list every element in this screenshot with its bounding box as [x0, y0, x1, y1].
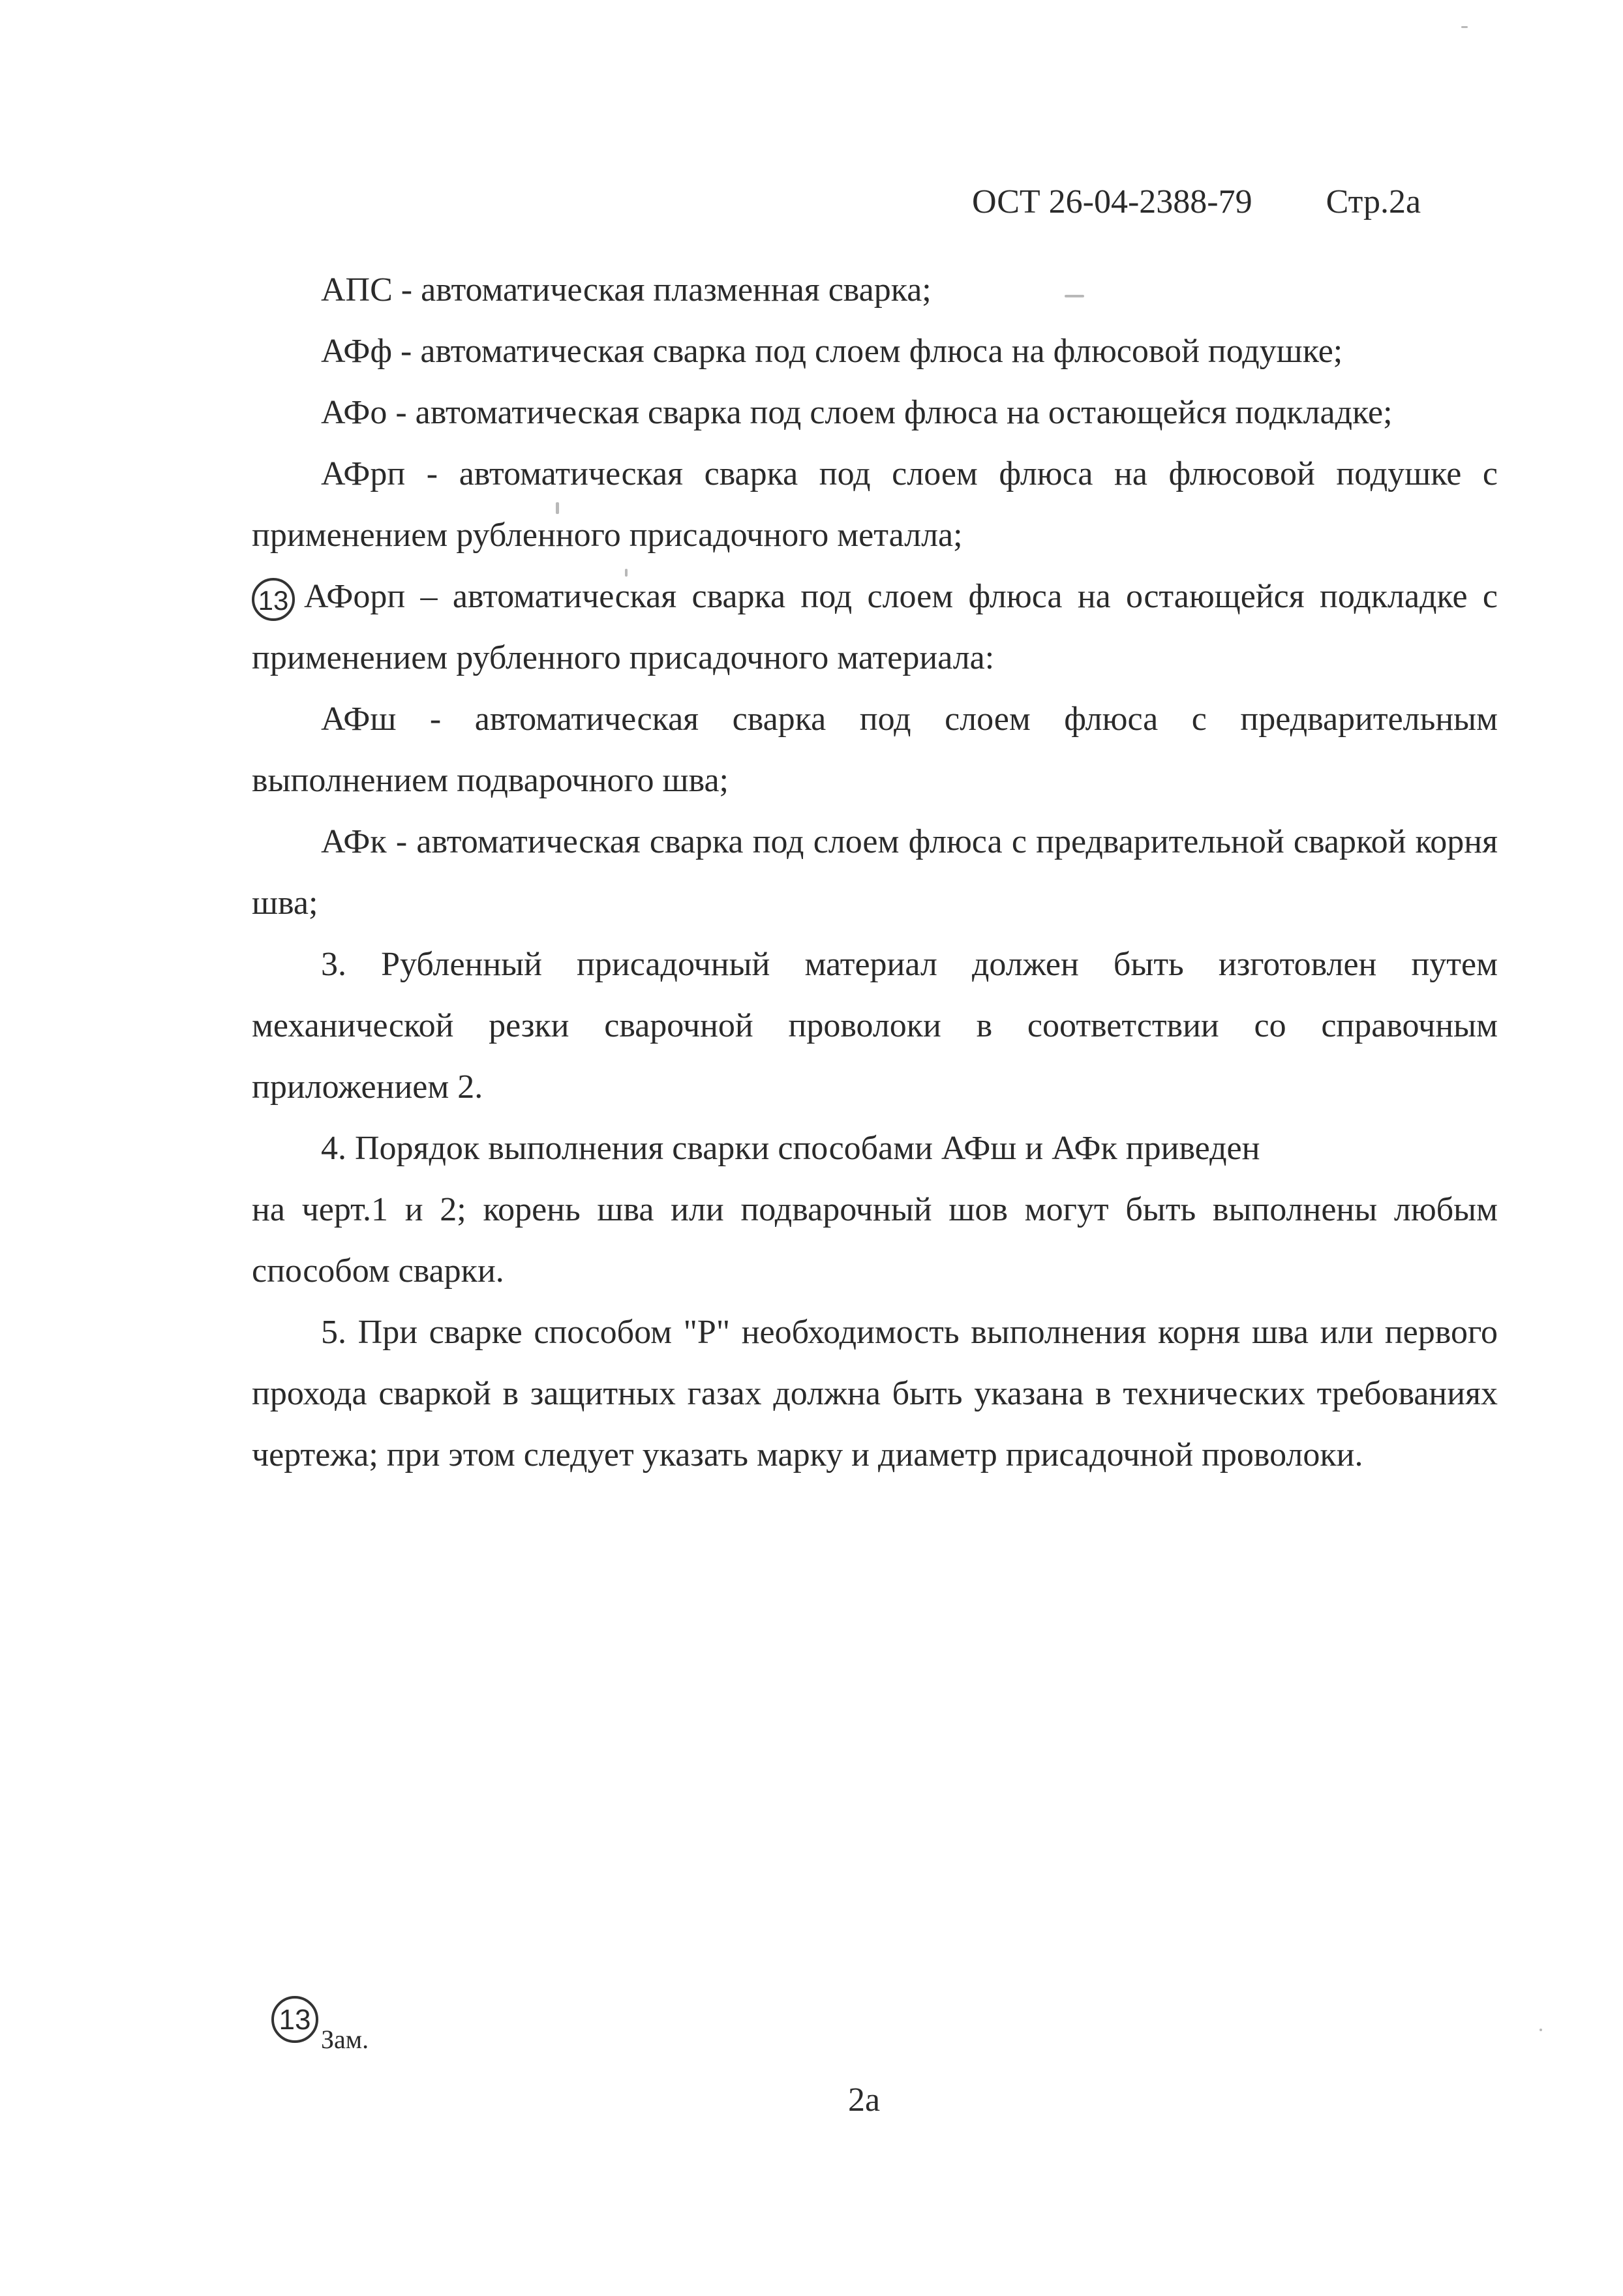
- scan-speck: [1461, 26, 1468, 28]
- note-3: 3. Рубленный присадочный материал должен быть изготовлен путем механической резки сварочной проволоки в соответствии со справочным приложением 2.: [252, 946, 1498, 1106]
- definition-aps: АПС - автоматическая плазменная сварка;: [321, 271, 932, 309]
- note-4-line1: 4. Порядок выполнения сварки способами АФш и АФк приведен: [321, 1130, 1260, 1167]
- definition-afo: АФо - автоматическая сварка под слоем флюса на остающейся подкладке;: [321, 394, 1393, 431]
- page-header: [972, 183, 1421, 221]
- note-4-rest: на черт.1 и 2; корень шва или подварочный шов могут быть выполнены любым способом сварки.: [252, 1191, 1498, 1290]
- definition-aforp-text: АФорп – автоматическая сварка под слоем флюса на остающейся подкладке с применением рубленного присадочного материала:: [252, 578, 1498, 676]
- definition-afsh: АФш - автоматическая сварка под слоем флюса с предварительным выполнением подварочного шва;: [252, 701, 1498, 799]
- revision-footer: [271, 1996, 369, 2054]
- definition-aff: АФф - автоматическая сварка под слоем флюса на флюсовой подушке;: [321, 333, 1343, 370]
- note-5: 5. При сварке способом "Р" необходимость выполнения корня шва или первого прохода сваркой в защитных газах должна быть указана в технических требованиях чертежа; при этом следует указать марку и диаметр присадочной проволоки.: [252, 1314, 1498, 1473]
- scan-speck: [556, 502, 559, 514]
- scan-speck: [1065, 295, 1084, 297]
- replacement-note: Зам.: [321, 2025, 369, 2054]
- footer-revision-mark-icon: 13: [271, 1996, 318, 2043]
- standard-code: ОСТ 26-04-2388-79: [972, 183, 1252, 220]
- definition-afk: АФк - автоматическая сварка под слоем флюса с предварительной сваркой корня шва;: [252, 823, 1498, 922]
- page-number: 2а: [848, 2081, 881, 2119]
- definition-afrp: АФрп - автоматическая сварка под слоем флюса на флюсовой подушке с применением рубленного присадочного металла;: [252, 455, 1498, 554]
- revision-mark-icon: 13: [252, 578, 295, 621]
- document-body: [252, 260, 1498, 1486]
- scan-speck: [625, 569, 628, 577]
- scan-speck: [1540, 2029, 1542, 2031]
- page-label: Стр.2а: [1326, 183, 1421, 220]
- definition-aforp: [252, 566, 1498, 689]
